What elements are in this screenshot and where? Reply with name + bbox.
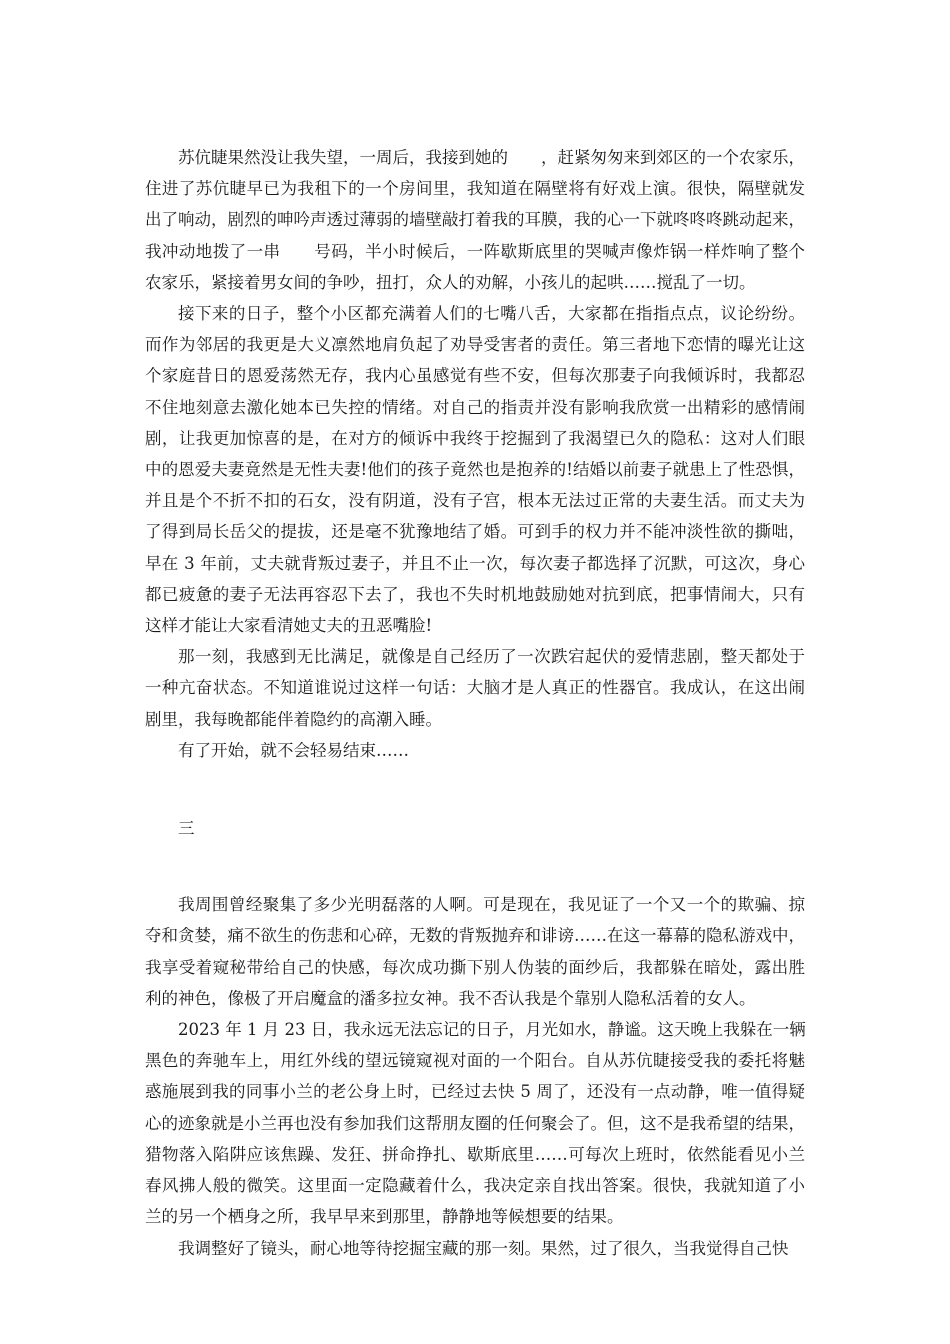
paragraph-line: 这样才能让大家看清她丈夫的丑恶嘴脸!: [145, 616, 433, 636]
paragraph-line: 心的迹象就是小兰再也没有参加我们这帮朋友圈的任何聚会了。但，这不是我希望的结果，: [145, 1113, 805, 1133]
paragraph-line: 有了开始，就不会轻易结束……: [178, 740, 409, 760]
paragraph-line: 早在 3 年前，丈夫就背叛过妻子，并且不止一次，每次妻子都选择了沉默，可这次，身心: [145, 553, 805, 573]
paragraph-line: 个家庭昔日的恩爱荡然无存，我内心虽感觉有些不安，但每次那妻子向我倾诉时，我都忍: [145, 366, 805, 386]
paragraph-line: 春风拂人般的微笑。这里面一定隐藏着什么，我决定亲自找出答案。很快，我就知道了小: [145, 1176, 805, 1196]
paragraph-line: 住进了苏伉睫早已为我租下的一个房间里，我知道在隔壁将有好戏上演。很快，隔壁就发: [145, 179, 805, 199]
paragraph-line: 剧，让我更加惊喜的是，在对方的倾诉中我终于挖掘到了我渴望已久的隐私：这对人们眼: [145, 428, 805, 448]
paragraph: [145, 298, 805, 641]
paragraph: [145, 735, 805, 766]
paragraph-line: 利的神色，像极了开启魔盒的潘多拉女神。我不否认我是个靠别人隐私活着的女人。: [145, 988, 756, 1008]
document-page: [145, 142, 805, 1264]
section-spacer: [145, 766, 805, 813]
paragraph-line: 出了响动，剧烈的呻吟声透过薄弱的墙壁敲打着我的耳膜，我的心一下就咚咚咚跳动起来，: [145, 210, 805, 230]
paragraph-line: 剧里，我每晚都能伴着隐约的高潮入睡。: [145, 709, 442, 729]
paragraph-line: 接下来的日子，整个小区都充满着人们的七嘴八舌，大家都在指指点点，议论纷纷。: [178, 304, 805, 324]
paragraph-line: 2023 年 1 月 23 日，我永远无法忘记的日子，月光如水，静谧。这天晚上我躲在一辆: [178, 1020, 806, 1040]
paragraph-line: 农家乐，紧接着男女间的争吵，扭打，众人的劝解，小孩儿的起哄……搅乱了一切。: [145, 272, 756, 292]
paragraph-line: 一种亢奋状态。不知道谁说过这样一句话：大脑才是人真正的性器官。我成认，在这出闹: [145, 678, 805, 698]
paragraph-line: 而作为邻居的我更是大义凛然地肩负起了劝导受害者的责任。第三者地下恋情的曝光让这: [145, 335, 805, 355]
paragraph-line: 中的恩爱夫妻竟然是无性夫妻!他们的孩子竟然也是抱养的!结婚以前妻子就患上了性恐惧，: [145, 460, 805, 480]
paragraph-line: 我享受着窥秘带给自己的快感，每次成功撕下别人伪装的面纱后，我都躲在暗处，露出胜: [145, 957, 805, 977]
document-part-2: [145, 889, 805, 1263]
paragraph: [145, 889, 805, 1014]
paragraph-line: 黑色的奔驰车上，用红外线的望远镜窥视对面的一个阳台。自从苏伉睫接受我的委托将魅: [145, 1051, 805, 1071]
paragraph-line: 都已疲惫的妻子无法再容忍下去了，我也不失时机地鼓励她对抗到底，把事情闹大，只有: [145, 584, 805, 604]
paragraph-line: 我调整好了镜头，耐心地等待挖掘宝藏的那一刻。果然，过了很久，当我觉得自己快: [178, 1238, 789, 1258]
paragraph-line: 了得到局长岳父的提拔，还是毫不犹豫地结了婚。可到手的权力并不能冲淡性欲的撕咄，: [145, 522, 805, 542]
section-heading: 三: [178, 819, 195, 839]
paragraph-line: 苏伉睫果然没让我失望，一周后，我接到她的 ，赶紧匆匆来到郊区的一个农家乐，: [178, 148, 805, 167]
paragraph-line: 夺和贪婪，痛不欲生的伤悲和心碎，无数的背叛抛弃和诽谤……在这一幕幕的隐私游戏中，: [145, 926, 805, 946]
paragraph-line: 那一刻，我感到无比满足，就像是自己经历了一次跌宕起伏的爱情悲剧，整天都处于: [178, 647, 805, 667]
paragraph-line: 兰的另一个栖身之所，我早早来到那里，静静地等候想要的结果。: [145, 1207, 624, 1227]
heading-spacer: [145, 844, 805, 889]
paragraph-line: 我冲动地拨了一串 号码，半小时候后，一阵歇斯底里的哭喊声像炸锅一样炸响了整个: [145, 241, 805, 261]
paragraph: [145, 1014, 805, 1232]
paragraph: [145, 1233, 805, 1264]
paragraph-line: 并且是个不折不扣的石女，没有阴道，没有子宫，根本无法过正常的夫妻生活。而丈夫为: [145, 491, 805, 511]
paragraph: [145, 641, 805, 735]
document-part-1: [145, 142, 805, 766]
paragraph: [145, 142, 805, 298]
paragraph-line: 不住地刻意去激化她本已失控的情绪。对自己的指责并没有影响我欣赏一出精彩的感情闹: [145, 397, 805, 417]
paragraph-line: 猎物落入陷阱应该焦躁、发狂、拼命挣扎、歇斯底里……可每次上班时，依然能看见小兰: [145, 1144, 805, 1164]
paragraph-line: 我周围曾经聚集了多少光明磊落的人啊。可是现在，我见证了一个又一个的欺骗、掠: [178, 895, 805, 915]
paragraph-line: 惑施展到我的同事小兰的老公身上时，已经过去快 5 周了，还没有一点动静，唯一值得疑: [145, 1082, 805, 1102]
